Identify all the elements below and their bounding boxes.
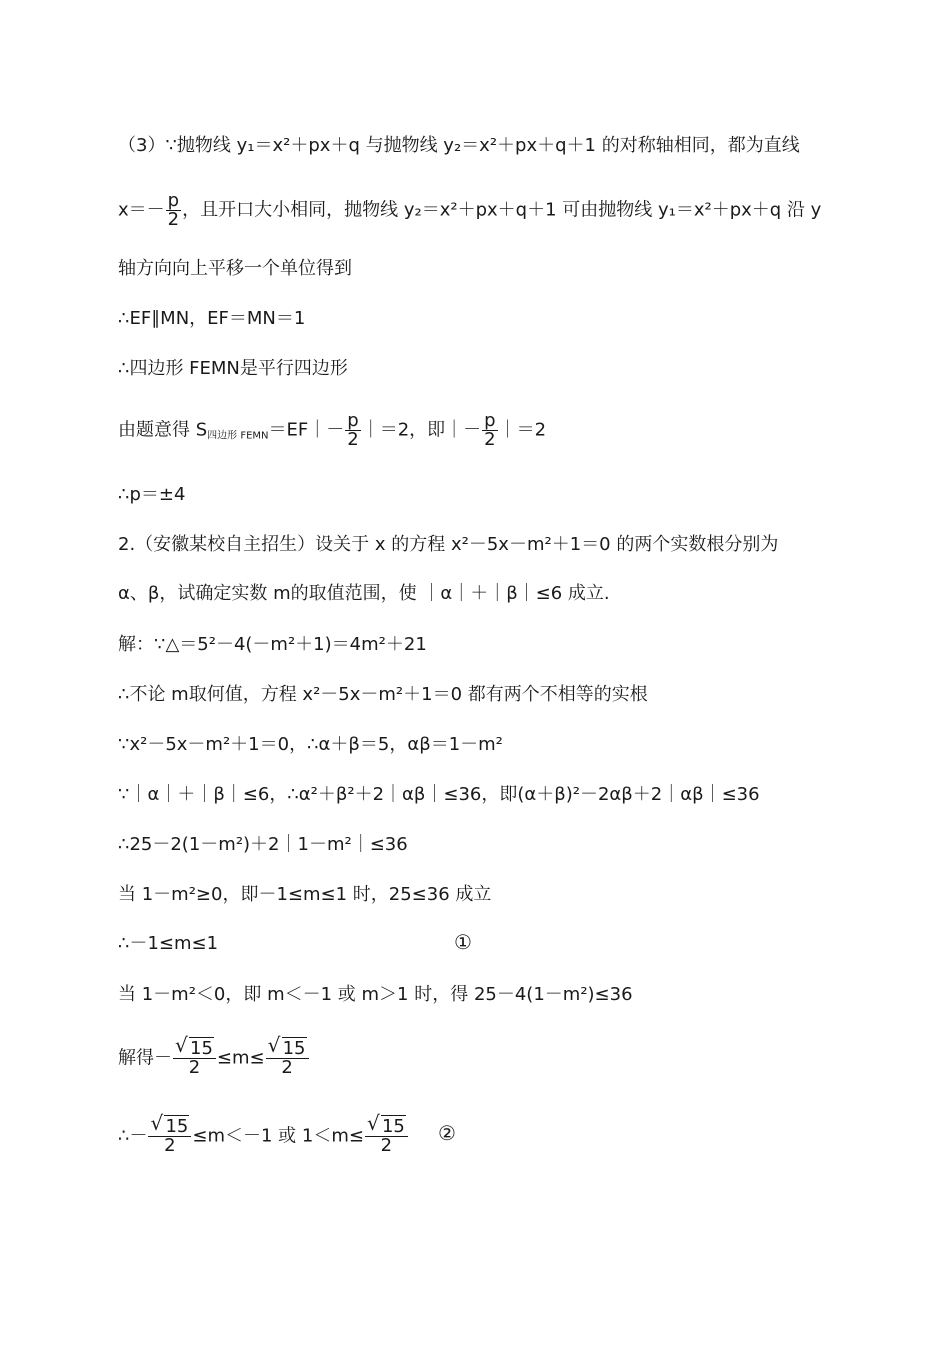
fraction-numerator: p <box>345 412 360 431</box>
text-line-10: 解：∵△＝5²－4(－m²＋1)＝4m²＋21 <box>118 634 427 655</box>
text-line-4: ∴EF∥MN，EF＝MN＝1 <box>118 308 306 329</box>
sqrt-symbol <box>366 1111 406 1137</box>
radicand: 15 <box>282 1038 306 1059</box>
text-line-7: ∴p＝±4 <box>118 484 186 505</box>
text-line-3: 轴方向向上平移一个单位得到 <box>118 258 352 279</box>
line6-suffix: ｜＝2 <box>498 419 547 441</box>
radical-sign: √ <box>267 1033 281 1057</box>
radical-sign: √ <box>175 1033 188 1057</box>
fraction-numerator: p <box>166 192 181 211</box>
text-line-15: 当 1－m²≥0，即－1≤m≤1 时，25≤36 成立 <box>118 884 492 905</box>
text-line-2 <box>118 192 838 229</box>
sqrt-symbol <box>150 1111 189 1137</box>
text-line-14: ∴25－2(1－m²)＋2｜1－m²｜≤36 <box>118 834 408 855</box>
fraction-sqrt15-over-2-d <box>365 1111 408 1156</box>
fraction-denominator: 2 <box>484 429 496 450</box>
text-line-12: ∵x²－5x－m²＋1＝0，∴α＋β＝5，αβ＝1－m² <box>118 734 503 755</box>
fraction-denominator: 2 <box>347 429 359 450</box>
fraction-numerator <box>266 1033 309 1059</box>
line18-prefix: 解得－ <box>118 1047 172 1069</box>
fraction-p-over-2-a <box>345 412 360 449</box>
fraction-denominator: 2 <box>188 1057 201 1078</box>
fraction-sqrt15-over-2-c <box>148 1111 191 1156</box>
text-line-1: （3）∵抛物线 y₁＝x²＋px＋q 与抛物线 y₂＝x²＋px＋q＋1 的对称轴相同，都为直线 <box>118 135 800 156</box>
fraction-denominator: 2 <box>380 1135 393 1156</box>
fraction-sqrt15-over-2-b <box>266 1033 309 1078</box>
fraction-numerator <box>365 1111 408 1137</box>
radical-sign: √ <box>366 1111 380 1135</box>
line19-mid: ≤m＜－1 或 1＜m≤ <box>192 1125 364 1147</box>
line6-prefix: 由题意得 S <box>118 419 208 441</box>
circled-marker-1: ① <box>454 930 472 954</box>
text-line-6 <box>118 412 838 449</box>
sqrt-symbol <box>175 1033 214 1059</box>
text-line-18 <box>118 1033 838 1078</box>
text-line-9: α、β，试确定实数 m的取值范围，使 ｜α｜＋｜β｜≤6 成立. <box>118 583 610 604</box>
fraction-p-over-2-b <box>482 412 497 449</box>
radical-sign: √ <box>150 1111 164 1135</box>
fraction-numerator: p <box>482 412 497 431</box>
fraction-denominator: 2 <box>167 209 180 230</box>
fraction-p-over-2 <box>166 192 181 229</box>
fraction-denominator: 2 <box>281 1057 293 1078</box>
text-line-17: 当 1－m²＜0，即 m＜－1 或 m＞1 时，得 25－4(1－m²)≤36 <box>118 984 633 1005</box>
line6-mid: ＝EF｜－ <box>268 419 345 441</box>
sqrt-symbol <box>267 1033 307 1059</box>
fraction-sqrt15-over-2-a <box>173 1033 216 1078</box>
line19-prefix: ∴－ <box>118 1125 148 1147</box>
fraction-numerator <box>173 1033 216 1059</box>
text-line-11: ∴不论 m取何值，方程 x²－5x－m²＋1＝0 都有两个不相等的实根 <box>118 684 648 705</box>
radicand: 15 <box>190 1038 213 1059</box>
fraction-numerator <box>148 1111 191 1137</box>
text-line-13: ∵｜α｜＋｜β｜≤6，∴α²＋β²＋2｜αβ｜≤36，即(α＋β)²－2αβ＋2｜αβ｜≤36 <box>118 784 760 805</box>
text-line-16: ∴－1≤m≤1 <box>118 933 219 954</box>
circled-marker-2: ② <box>438 1121 456 1145</box>
line2-prefix: x＝－ <box>118 199 165 221</box>
area-subscript: 四边形 FEMN <box>207 430 269 442</box>
fraction-denominator: 2 <box>164 1135 176 1156</box>
text-line-19 <box>118 1111 838 1156</box>
text-line-8: 2.（安徽某校自主招生）设关于 x 的方程 x²－5x－m²＋1＝0 的两个实数根分别为 <box>118 534 779 555</box>
text-line-5: ∴四边形 FEMN是平行四边形 <box>118 358 348 379</box>
radicand: 15 <box>381 1116 405 1137</box>
line2-suffix: ，且开口大小相同，抛物线 y₂＝x²＋px＋q＋1 可由抛物线 y₁＝x²＋px＋q 沿 y <box>182 199 822 221</box>
line6-mid2: ｜＝2，即｜－ <box>361 419 482 441</box>
line18-mid: ≤m≤ <box>216 1047 265 1069</box>
radicand: 15 <box>165 1116 189 1137</box>
